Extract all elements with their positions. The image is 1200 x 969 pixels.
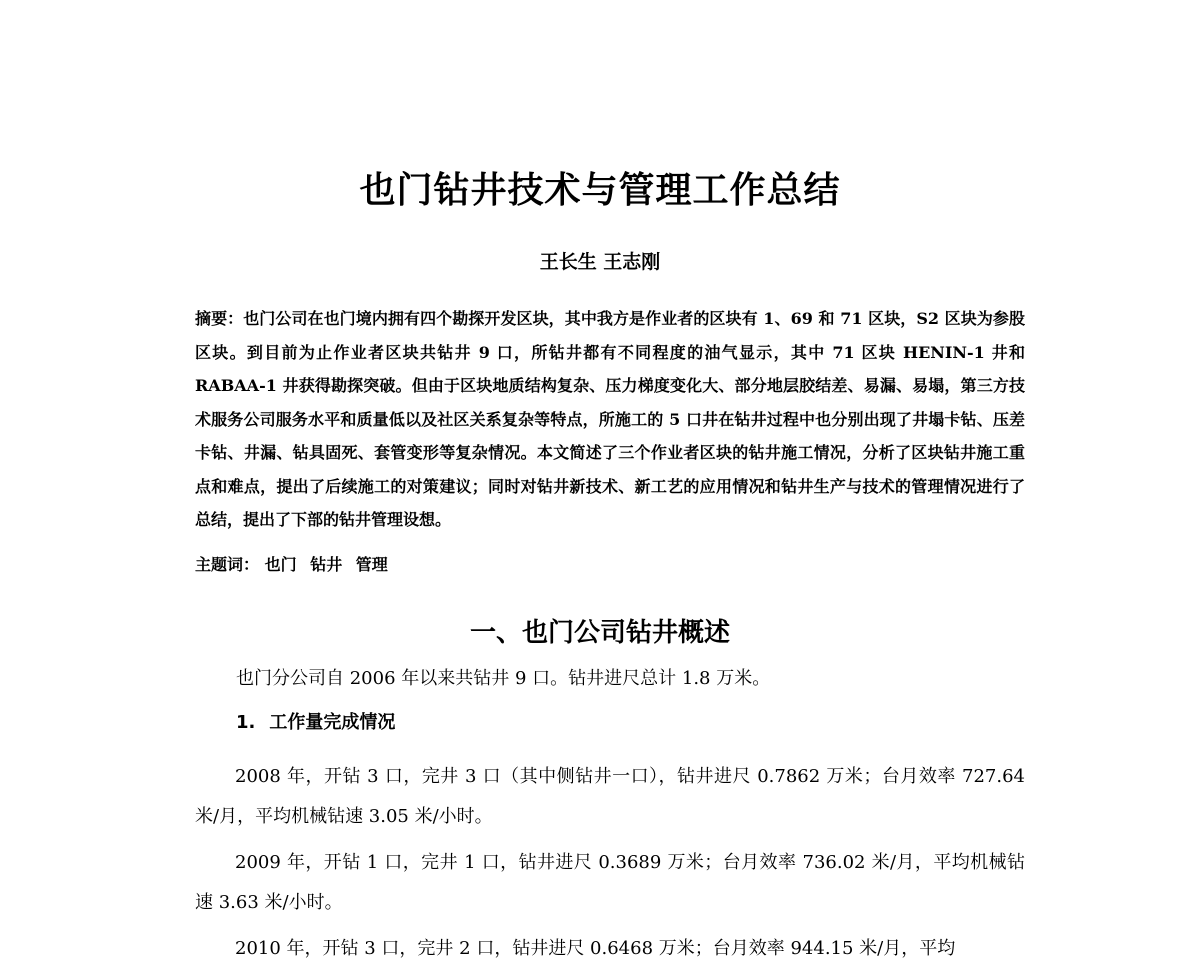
paragraph	[195, 757, 1025, 837]
abstract	[195, 302, 1025, 537]
paragraph-text: 2009 年，开钻 1 口，完井 1 口，钻井进尺 0.3689 万米；台月效率 736.02 米/月，平均机械钻速 3.63 米/小时。	[195, 852, 1025, 913]
section-heading: 一、也门公司钻井概述	[469, 618, 730, 648]
keyword: 也门	[264, 555, 297, 574]
keyword: 管理	[355, 555, 388, 574]
sub-heading-title: 工作量完成情况	[269, 712, 396, 733]
sub-heading-number: 1.	[236, 712, 256, 733]
section-intro: 也门分公司自 2006 年以来共钻井 9 口。钻井进尺总计 1.8 万米。	[236, 668, 771, 689]
document-authors: 王长生 王志刚	[539, 251, 661, 273]
paragraph-text: 2010 年，开钻 3 口，完井 2 口，钻井进尺 0.6468 万米；台月效率 944.15 米/月，平均	[235, 938, 956, 959]
document-title: 也门钻井技术与管理工作总结	[359, 170, 841, 211]
abstract-text: 也门公司在也门境内拥有四个勘探开发区块，其中我方是作业者的区块有 1、69 和 71 区块，S2 区块为参股区块。到目前为止作业者区块共钻井 9 口，所钻井都有不同程度的油气显示，其中 71 区块 HENIN-1 井和 RABAA-1 井获得勘探突破。但由于区块地质结构复杂、压力梯度变化大、部分地层胶结差、易漏、易塌，第三方技术服务公司服务水平和质量低以及社区关系复杂等特点，所施工的 5 口井在钻井过程中也分别出现了井塌卡钻、压差卡钻、井漏、钻具固死、套管变形等复杂情况。本文简述了三个作业者区块的钻井施工情况，分析了区块钻井施工重点和难点，提出了后续施工的对策建议；同时对钻井新技术、新工艺的应用情况和钻井生产与技术的管理情况进行了总结，提出了下部的钻井管理设想。	[195, 309, 1025, 529]
paragraph	[195, 929, 1025, 969]
keywords	[195, 552, 396, 575]
abstract-label: 摘要：	[195, 309, 244, 328]
paragraph	[195, 843, 1025, 923]
keyword: 钻井	[310, 555, 343, 574]
paragraph-text: 2008 年，开钻 3 口，完井 3 口（其中侧钻井一口），钻井进尺 0.7862 万米；台月效率 727.64 米/月，平均机械钻速 3.05 米/小时。	[195, 766, 1025, 827]
sub-heading	[236, 708, 395, 734]
keywords-label: 主题词：	[195, 555, 260, 574]
